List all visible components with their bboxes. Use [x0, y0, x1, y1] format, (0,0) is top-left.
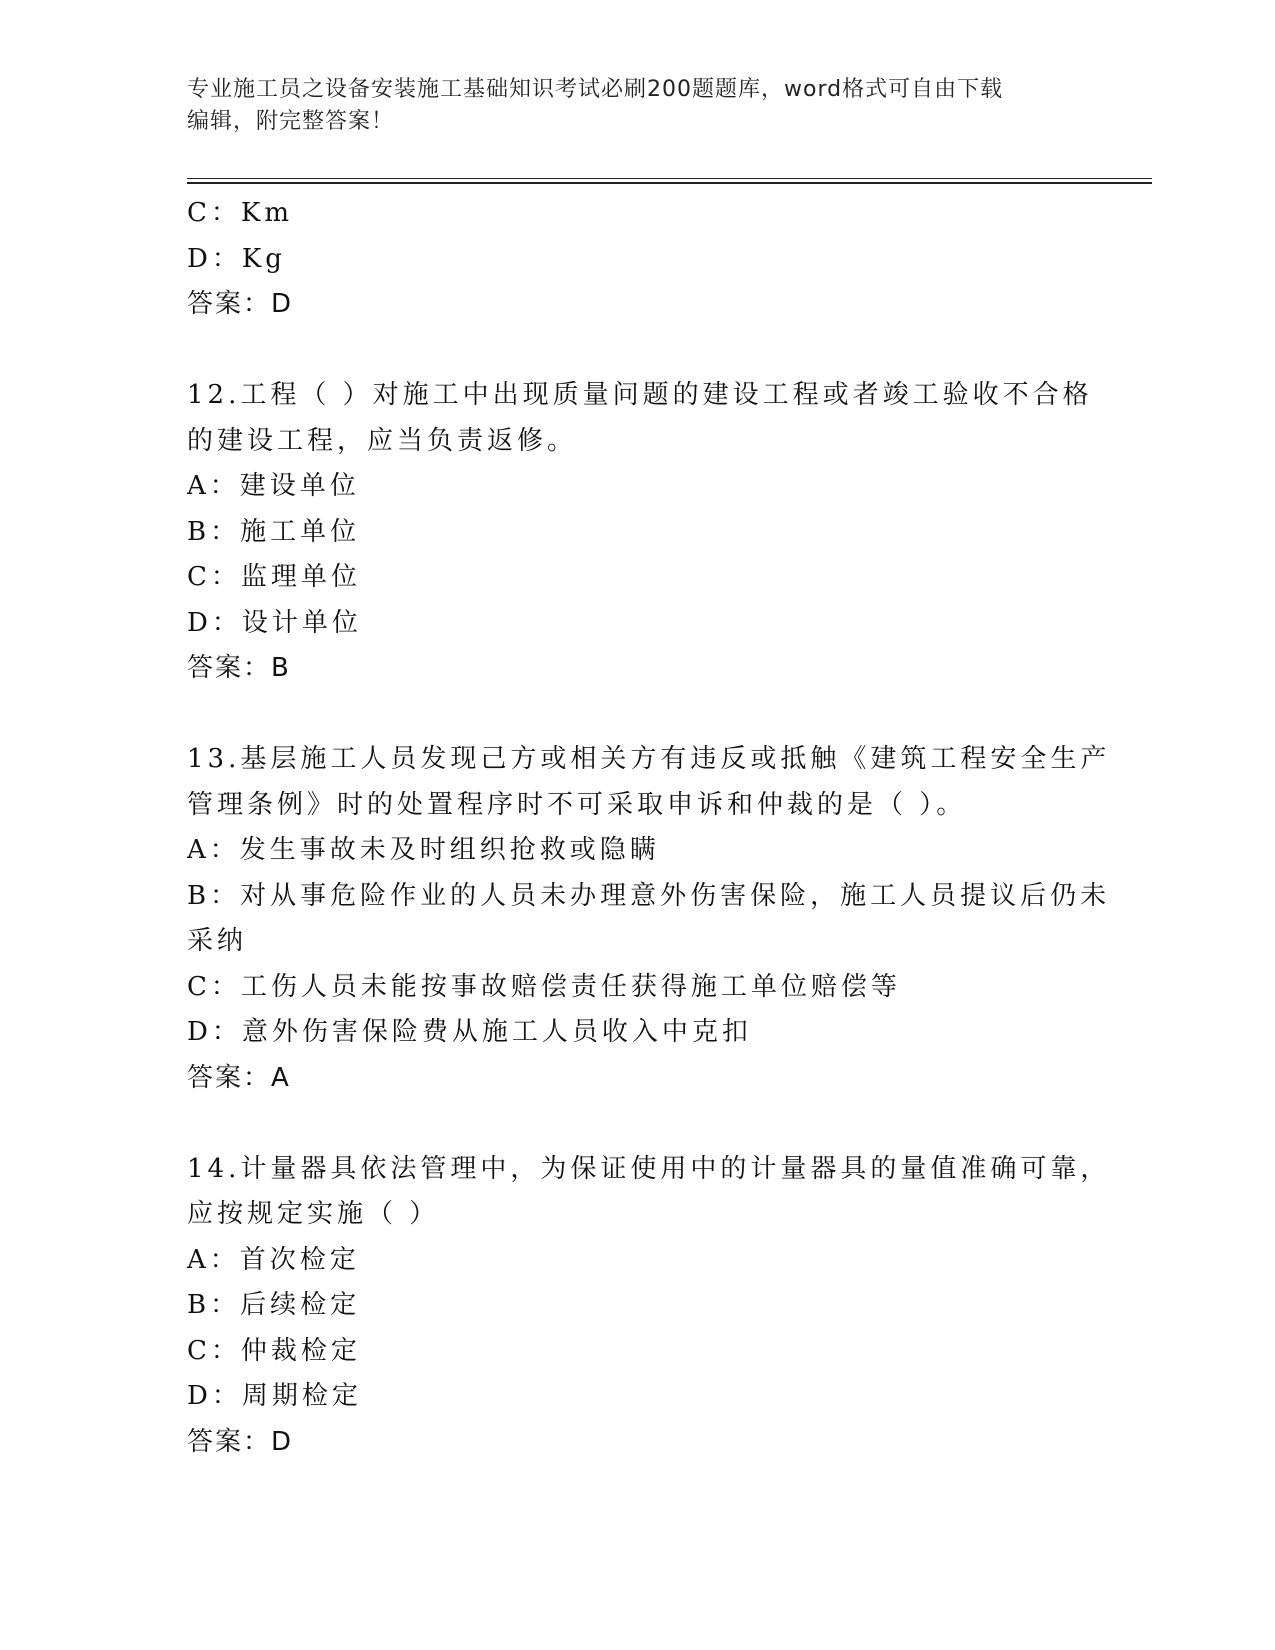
option-a: [187, 464, 1087, 510]
option-label: C：: [187, 1335, 241, 1366]
header-rule-thin: [187, 178, 1152, 179]
option-b: [187, 1283, 1087, 1329]
option-c: [187, 191, 1087, 237]
option-label: D：: [187, 243, 242, 274]
spacer: [187, 692, 1087, 738]
option-d: [187, 1010, 1087, 1056]
option-text: 首次检定: [239, 1244, 360, 1275]
option-a: [187, 1238, 1087, 1284]
option-d: [187, 1374, 1087, 1420]
option-text: 意外伤害保险费从施工人员收入中克扣: [241, 1017, 752, 1047]
option-label: A：: [187, 1244, 240, 1275]
option-label: B：: [187, 516, 241, 547]
page-header: [187, 74, 1077, 138]
option-text: Kg: [241, 243, 286, 274]
option-text: 工伤人员未能按事故赔偿责任获得施工单位赔偿等: [240, 971, 901, 1002]
question-stem-line: 管理条例》时的处置程序时不可采取申诉和仲裁的是（ ）。: [187, 789, 967, 820]
answer-line: 答案：B: [187, 653, 291, 683]
option-label: D：: [187, 1381, 242, 1411]
question-13: [187, 737, 1111, 1101]
option-label: B：: [187, 880, 241, 911]
option-label: C：: [187, 971, 241, 1002]
answer-line: 答案：D: [187, 289, 294, 319]
option-c: [187, 555, 1087, 601]
question-content: [187, 191, 1111, 1465]
option-c: [187, 965, 1087, 1011]
option-a: [187, 828, 1087, 874]
option-b: [187, 874, 1111, 920]
option-label: D：: [187, 1017, 242, 1047]
question-stem-line: 的建设工程，应当负责返修。: [187, 425, 578, 456]
option-text: 施工单位: [240, 516, 361, 547]
carryover-block: [187, 191, 1087, 328]
option-label: B：: [187, 1290, 241, 1320]
option-label: A：: [187, 471, 240, 501]
spacer: [187, 328, 1087, 374]
question-14: [187, 1147, 1111, 1466]
option-text: 建设单位: [239, 471, 360, 501]
option-b-continued: 采纳: [187, 926, 248, 956]
option-label: D：: [187, 607, 242, 638]
option-text: 设计单位: [241, 607, 362, 638]
option-label: C：: [187, 198, 241, 228]
header-rule-thick: [187, 182, 1152, 184]
option-d: [187, 601, 1087, 647]
header-title-line-1: 专业施工员之设备安装施工基础知识考试必刷200题题库，word格式可自由下载: [187, 77, 1004, 102]
option-label: A：: [187, 835, 240, 865]
question-stem-line: 应按规定实施（ ）: [187, 1199, 440, 1229]
question-stem-line: 13.基层施工人员发现己方或相关方有违反或抵触《建筑工程安全生产: [187, 744, 1111, 774]
answer-line: 答案：A: [187, 1062, 291, 1093]
option-text: 对从事危险作业的人员未办理意外伤害保险，施工人员提议后仍未: [240, 880, 1111, 911]
option-text: 发生事故未及时组织抢救或隐瞒: [239, 835, 660, 865]
answer-line: 答案：D: [187, 1426, 294, 1457]
question-stem-line: 14.计量器具依法管理中，为保证使用中的计量器具的量值准确可靠，: [187, 1153, 1111, 1184]
spacer: [187, 1101, 1087, 1147]
option-text: 仲裁检定: [240, 1335, 361, 1366]
option-b: [187, 510, 1087, 556]
option-text: 周期检定: [241, 1381, 362, 1411]
option-text: 后续检定: [240, 1290, 361, 1320]
option-d: [187, 237, 1087, 283]
header-title-line-2: 编辑，附完整答案！: [187, 109, 395, 134]
question-12: [187, 373, 1093, 692]
question-stem-line: 12.工程（ ）对施工中出现质量问题的建设工程或者竣工验收不合格: [187, 380, 1093, 410]
option-label: C：: [187, 562, 241, 592]
option-c: [187, 1329, 1087, 1375]
option-text: 监理单位: [240, 562, 361, 592]
option-text: Km: [240, 198, 293, 228]
